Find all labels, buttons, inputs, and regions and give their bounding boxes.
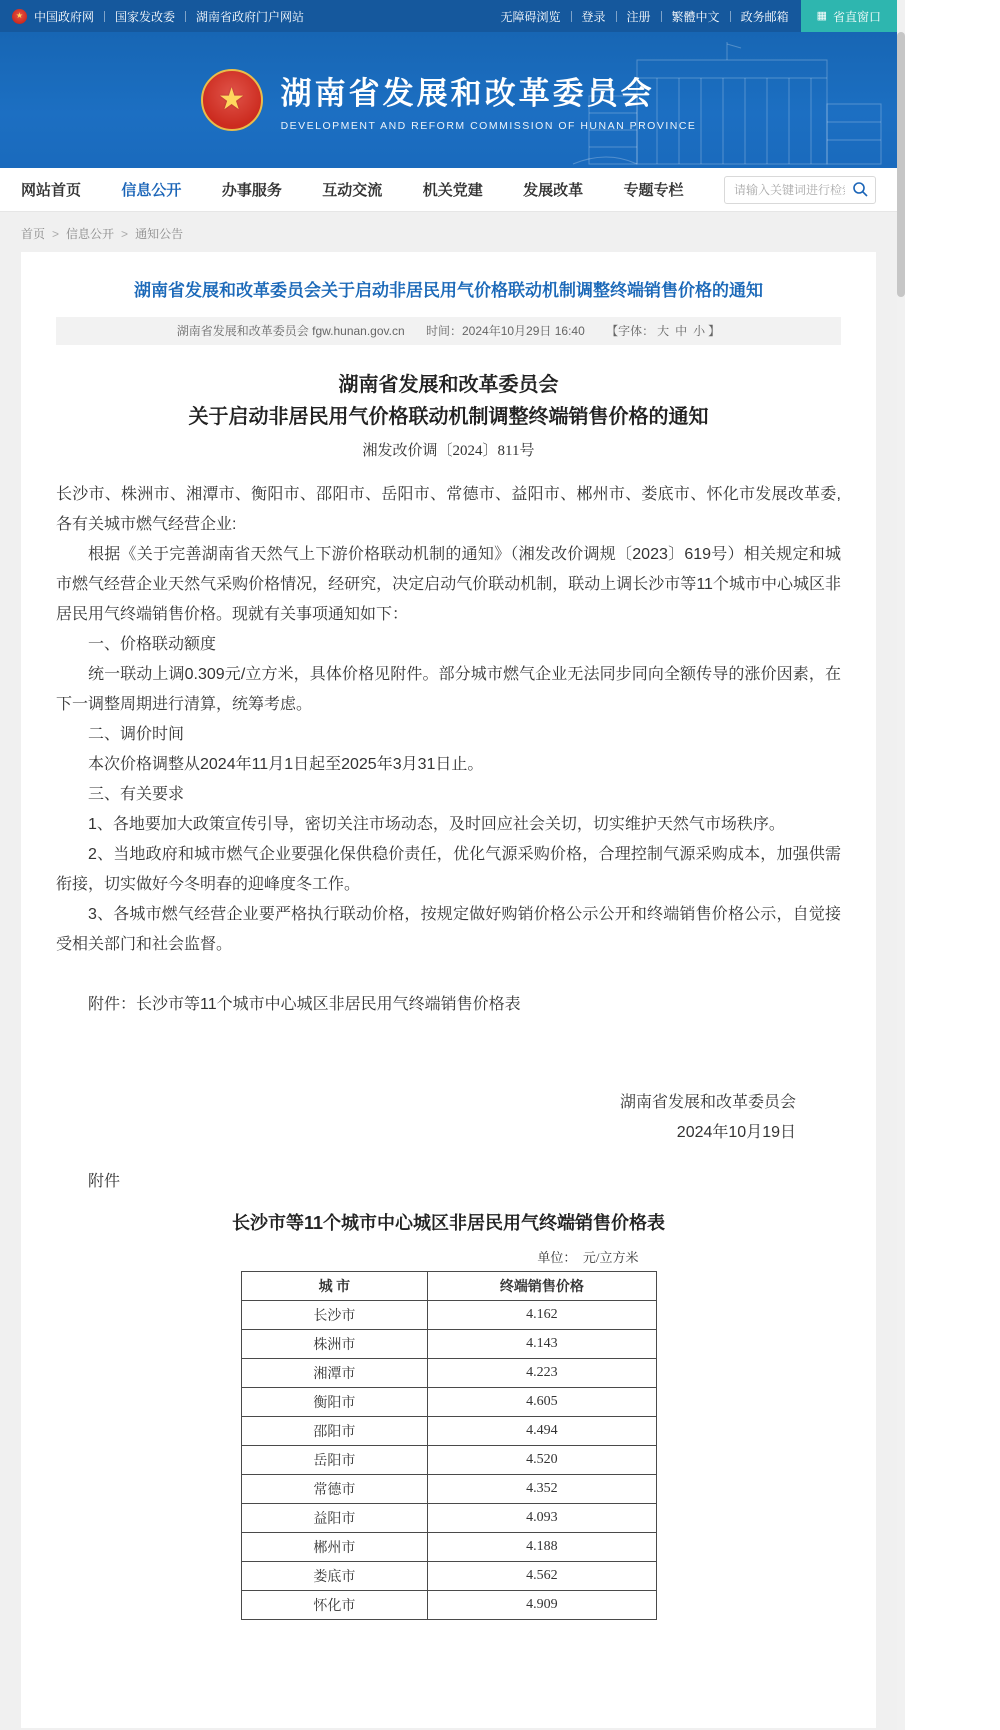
- paragraph: 本次价格调整从2024年11月1日起至2025年3月31日止。: [88, 755, 484, 773]
- city-cell: 怀化市: [241, 1590, 428, 1619]
- topbar-divider: [104, 11, 105, 22]
- price-table-wrap: [241, 1247, 657, 1620]
- article-card: [21, 252, 876, 1728]
- topbar-link-ndrc[interactable]: 国家发改委: [115, 9, 176, 24]
- scrollbar-thumb[interactable]: [897, 32, 905, 297]
- portal-button-label: 省直窗口: [832, 9, 881, 24]
- city-cell: 郴州市: [241, 1532, 428, 1561]
- price-cell: 4.520: [428, 1445, 656, 1474]
- star-glyph: ★: [218, 83, 246, 116]
- provincial-portal-button[interactable]: [801, 0, 897, 32]
- city-cell: 衡阳市: [241, 1387, 428, 1416]
- brand-text: [281, 68, 697, 132]
- table-row: [241, 1474, 656, 1503]
- topbar-divider: [730, 11, 731, 22]
- topbar-link-login[interactable]: 登录: [581, 9, 606, 24]
- document-body: [56, 480, 841, 1020]
- font-size-large-button[interactable]: 大: [657, 323, 670, 338]
- font-size-suffix: 】: [708, 323, 721, 338]
- breadcrumb: [21, 212, 876, 242]
- breadcrumb-separator: >: [52, 226, 60, 241]
- price-table: [241, 1271, 657, 1620]
- topbar-link-china-gov[interactable]: 中国政府网: [34, 9, 95, 24]
- font-size-small-button[interactable]: 小: [693, 323, 706, 338]
- price-cell: 4.605: [428, 1387, 656, 1416]
- topbar-divider: [661, 11, 662, 22]
- price-cell: 4.562: [428, 1561, 656, 1590]
- document-title-line2: 关于启动非居民用气价格联动机制调整终端销售价格的通知: [188, 405, 709, 428]
- topbar-link-accessibility[interactable]: 无障碍浏览: [500, 9, 561, 24]
- price-cell: 4.162: [428, 1300, 656, 1329]
- search-box: [724, 176, 876, 204]
- site-title: 湖南省发展和改革委员会: [280, 76, 655, 111]
- table-header-row: [241, 1271, 656, 1300]
- price-cell: 4.909: [428, 1590, 656, 1619]
- font-size-prefix: 【字体：: [606, 323, 655, 338]
- price-cell: 4.093: [428, 1503, 656, 1532]
- nav-item-special-topics[interactable]: 专题专栏: [623, 182, 684, 199]
- price-cell: 4.494: [428, 1416, 656, 1445]
- topbar-divider: [185, 11, 186, 22]
- table-row: [241, 1358, 656, 1387]
- breadcrumb-current: 通知公告: [135, 227, 184, 241]
- document-number: 湘发改价调〔2024〕811号: [362, 442, 535, 459]
- nav-item-development-reform[interactable]: 发展改革: [523, 182, 584, 199]
- breadcrumb-home[interactable]: 首页: [21, 227, 46, 241]
- topbar: [0, 0, 897, 32]
- unit-label: 单位： 元/立方米: [537, 1249, 639, 1265]
- city-cell: 株洲市: [241, 1329, 428, 1358]
- city-cell: 长沙市: [241, 1300, 428, 1329]
- topbar-link-register[interactable]: 注册: [626, 9, 651, 24]
- nav-item-party-building[interactable]: 机关党建: [422, 182, 483, 199]
- topbar-link-hunan-portal[interactable]: 湖南省政府门户网站: [196, 9, 305, 24]
- site-subtitle: DEVELOPMENT AND REFORM COMMISSION OF HUNAN PROVINCE: [280, 120, 697, 132]
- city-cell: 娄底市: [241, 1561, 428, 1590]
- price-cell: 4.223: [428, 1358, 656, 1387]
- paragraph: 根据《关于完善湖南省天然气上下游价格联动机制的通知》（湘发改价调规〔2023〕619号）相关规定和城市燃气经营企业天然气采购价格情况，经研究，决定启动气价联动机制，联动上调长沙市等11个城市中心城区非居民用气终端销售价格。现就有关事项通知如下：: [56, 545, 841, 623]
- paragraph-section-2: 二、调价时间: [88, 725, 185, 743]
- grid-icon: ▦: [816, 9, 827, 22]
- nav-item-services[interactable]: 办事服务: [221, 182, 282, 199]
- table-row: [241, 1445, 656, 1474]
- star-glyph: ★: [15, 11, 24, 20]
- nav-item-info-disclosure[interactable]: 信息公开: [121, 182, 182, 199]
- table-row: [241, 1561, 656, 1590]
- article-title: 湖南省发展和改革委员会关于启动非居民用气价格联动机制调整终端销售价格的通知: [134, 281, 763, 300]
- table-row: [241, 1329, 656, 1358]
- topbar-divider: [616, 11, 617, 22]
- price-cell: 4.143: [428, 1329, 656, 1358]
- signature-org: 湖南省发展和改革委员会: [619, 1093, 796, 1111]
- nav-item-interaction[interactable]: 互动交流: [322, 182, 383, 199]
- nav-item-home[interactable]: 网站首页: [21, 182, 82, 199]
- topbar-link-gov-mail[interactable]: 政务邮箱: [740, 9, 789, 24]
- search-icon[interactable]: [852, 181, 869, 198]
- paragraph: 统一联动上调0.309元/立方米，具体价格见附件。部分城市燃气企业无法同步同向全额传导的涨价因素，在下一调整周期进行清算，统筹考虑。: [56, 665, 841, 713]
- signature-date: 2024年10月19日: [676, 1123, 796, 1141]
- main-nav: [0, 168, 897, 212]
- city-cell: 益阳市: [241, 1503, 428, 1532]
- price-cell: 4.188: [428, 1532, 656, 1561]
- table-row: [241, 1503, 656, 1532]
- topbar-link-traditional-chinese[interactable]: 繁體中文: [671, 9, 720, 24]
- city-cell: 岳阳市: [241, 1445, 428, 1474]
- paragraph: 3、各城市燃气经营企业要严格执行联动价格，按规定做好购销价格公示公开和终端销售价格公示，自觉接受相关部门和社会监督。: [56, 905, 841, 953]
- table-row: [241, 1387, 656, 1416]
- article-time: 时间：2024年10月29日 16:40: [426, 323, 585, 338]
- article-meta-bar: [56, 317, 841, 345]
- table-row: [241, 1590, 656, 1619]
- table-row: [241, 1416, 656, 1445]
- city-cell: 湘潭市: [241, 1358, 428, 1387]
- document-title-line1: 湖南省发展和改革委员会: [338, 373, 559, 396]
- gov-emblem-icon: [12, 9, 27, 24]
- attachment-reference: 附件：长沙市等11个城市中心城区非居民用气终端销售价格表: [88, 995, 521, 1013]
- site-logo[interactable]: [0, 32, 897, 168]
- city-cell: 邵阳市: [241, 1416, 428, 1445]
- topbar-left: [12, 0, 304, 32]
- table-row: [241, 1300, 656, 1329]
- breadcrumb-info-disclosure[interactable]: 信息公开: [66, 227, 115, 241]
- font-size-medium-button[interactable]: 中: [675, 323, 688, 338]
- paragraph: 长沙市、株洲市、湘潭市、衡阳市、邵阳市、岳阳市、常德市、益阳市、郴州市、娄底市、怀化市发展改革委,各有关城市燃气经营企业:: [56, 485, 841, 533]
- topbar-right: [501, 0, 898, 32]
- national-emblem-icon: [201, 69, 263, 131]
- site-header: [0, 32, 897, 168]
- breadcrumb-separator: >: [121, 226, 129, 241]
- main-content-area: [0, 212, 897, 1730]
- paragraph: 2、当地政府和城市燃气企业要强化保供稳价责任，优化气源采购价格，合理控制气源采购成本，加强供需衔接，切实做好今冬明春的迎峰度冬工作。: [56, 845, 841, 893]
- price-table-title: 长沙市等11个城市中心城区非居民用气终端销售价格表: [231, 1212, 666, 1233]
- attachment-label: 附件: [88, 1172, 121, 1190]
- paragraph-section-1: 一、价格联动额度: [88, 635, 217, 653]
- scrollbar[interactable]: [897, 0, 905, 1730]
- city-cell: 常德市: [241, 1474, 428, 1503]
- table-row: [241, 1532, 656, 1561]
- signature-block: [56, 1088, 841, 1148]
- article-source: 湖南省发展和改革委员会 fgw.hunan.gov.cn: [176, 323, 405, 338]
- paragraph-section-3: 三、有关要求: [88, 785, 185, 803]
- price-cell: 4.352: [428, 1474, 656, 1503]
- nav-inner: [21, 168, 876, 211]
- paragraph: 1、各地要加大政策宣传引导，密切关注市场动态，及时回应社会关切，切实维护天然气市场秩序。: [88, 815, 785, 833]
- column-header-price: 终端销售价格: [428, 1271, 656, 1300]
- topbar-divider: [571, 11, 572, 22]
- column-header-city: 城 市: [241, 1271, 428, 1300]
